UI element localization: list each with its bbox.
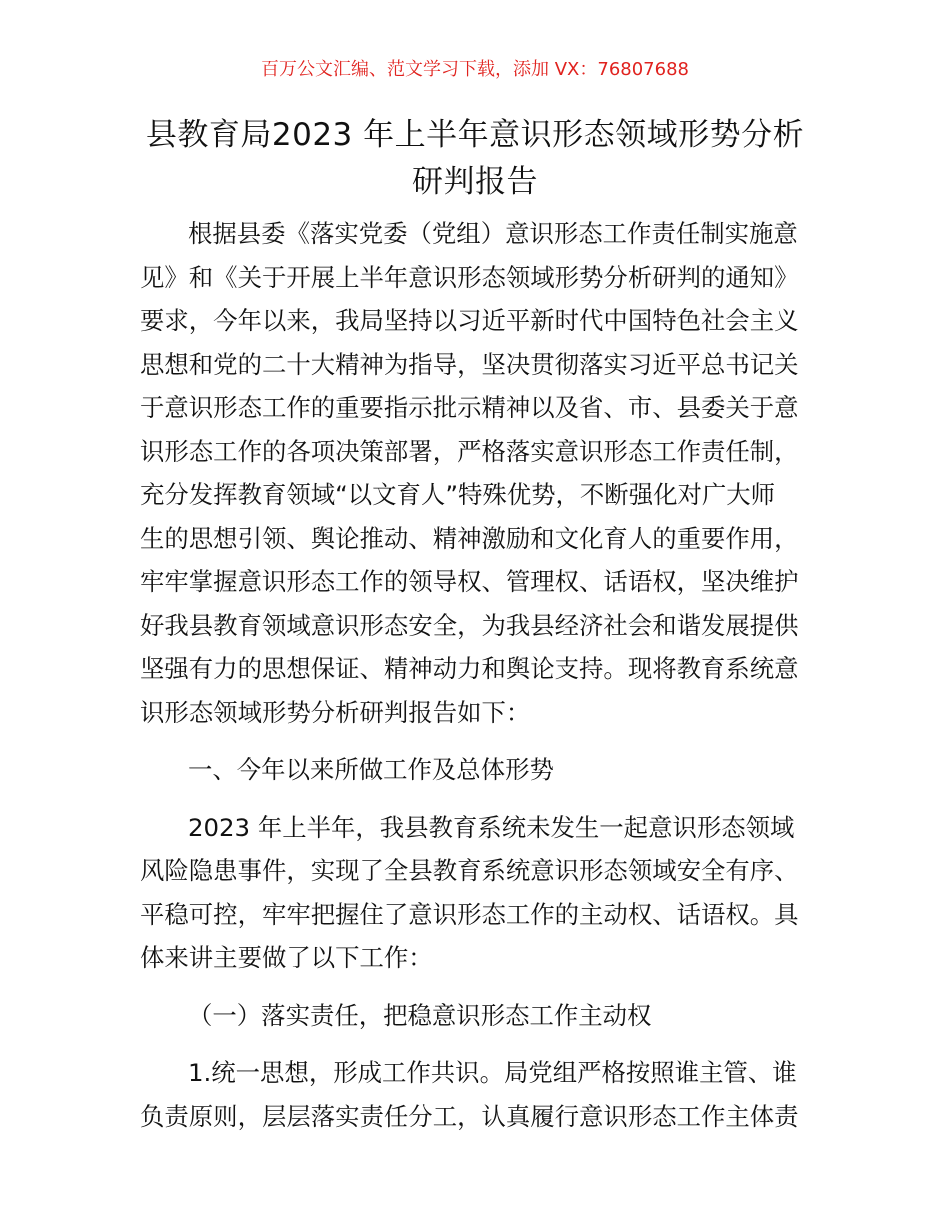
paragraph-line: 负责原则，层层落实责任分工，认真履行意识形态工作主体责	[140, 1101, 799, 1131]
paragraph-line: 生的思想引领、舆论推动、精神激励和文化育人的重要作用，	[140, 523, 799, 553]
paragraph-line: 2023 年上半年，我县教育系统未发生一起意识形态领域	[188, 812, 795, 842]
document-body	[140, 212, 812, 1138]
document-title	[120, 112, 830, 206]
paragraph-line: 好我县教育领域意识形态安全，为我县经济社会和谐发展提供	[140, 610, 799, 640]
paragraph-line: 充分发挥教育领域“以文育人”特殊优势，不断强化对广大师	[140, 480, 776, 509]
paragraph-line: 体来讲主要做了以下工作：	[140, 943, 433, 972]
paragraph-line: 根据县委《落实党委（党组）意识形态工作责任制实施意	[188, 219, 798, 248]
paragraph-line: 平稳可控，牢牢把握住了意识形态工作的主动权、话语权。具	[140, 899, 799, 929]
paragraph-line: 见》和《关于开展上半年意识形态领域形势分析研判的通知》	[140, 262, 799, 292]
section-heading: 一、今年以来所做工作及总体形势	[188, 755, 554, 784]
paragraph-line: 风险隐患事件，实现了全县教育系统意识形态领域安全有序、	[140, 856, 799, 885]
paragraph-line: 思想和党的二十大精神为指导，坚决贯彻落实习近平总书记关	[140, 349, 799, 379]
header-watermark-banner: 百万公文汇编、范文学习下载，添加 VX：76807688	[261, 59, 689, 80]
paragraph-line: 牢牢掌握意识形态工作的领导权、管理权、话语权，坚决维护	[140, 567, 799, 596]
paragraph-line: 识形态工作的各项决策部署，严格落实意识形态工作责任制，	[140, 436, 799, 466]
paragraph-line: 于意识形态工作的重要指示批示精神以及省、市、县委关于意	[140, 393, 799, 422]
paragraph-line: 要求，今年以来，我局坚持以习近平新时代中国特色社会主义	[140, 306, 799, 335]
title-line: 研判报告	[412, 164, 538, 200]
title-line: 县教育局2023 年上半年意识形态领域形势分析	[145, 117, 805, 153]
subsection-heading: （一）落实责任，把稳意识形态工作主动权	[188, 1000, 652, 1030]
paragraph-line: 识形态领域形势分析研判报告如下：	[140, 697, 531, 727]
paragraph-line: 坚强有力的思想保证、精神动力和舆论支持。现将教育系统意	[140, 654, 799, 683]
paragraph-line: 1.统一思想，形成工作共识。局党组严格按照谁主管、谁	[188, 1058, 797, 1087]
